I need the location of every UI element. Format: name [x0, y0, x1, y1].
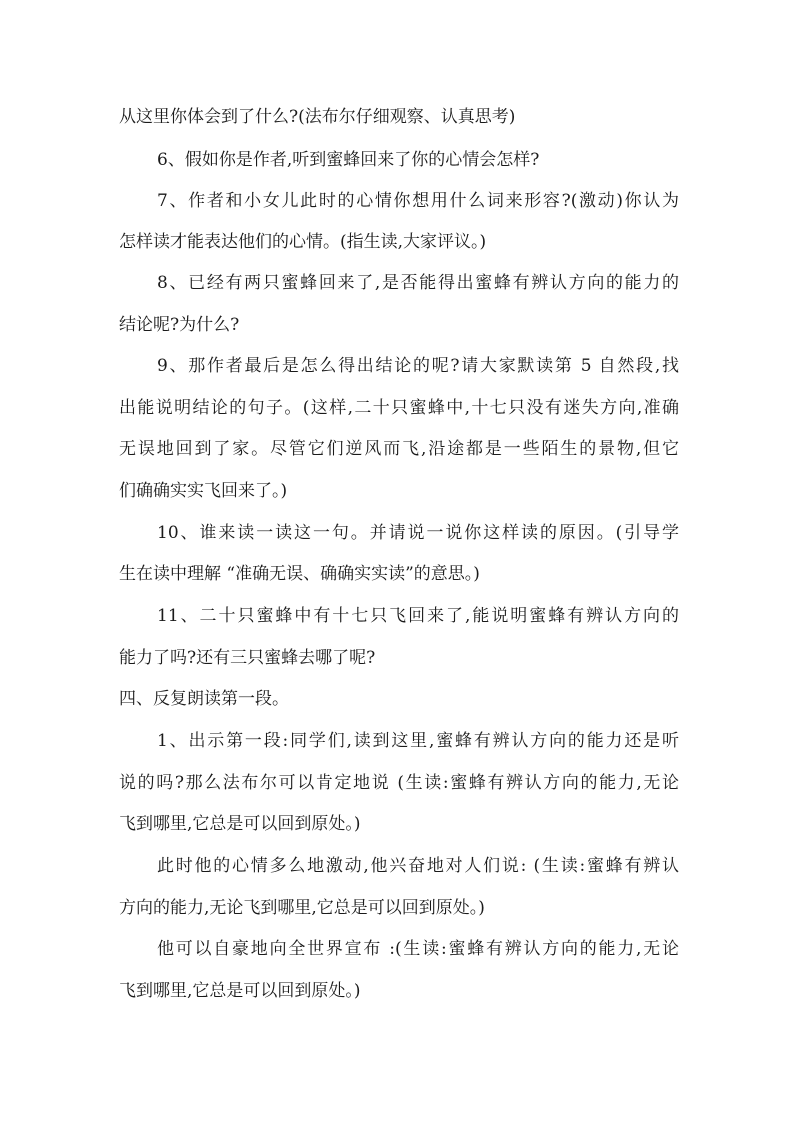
text-line: 7、作者和小女儿此时的心情你想用什么词来形容?(激动)你认为 [157, 191, 679, 211]
text-line: 他可以自豪地向全世界宣布 :(生读:蜜蜂有辨认方向的能力,无论 [157, 939, 679, 959]
text-line: 说的吗?那么法布尔可以肯定地说 (生读:蜜蜂有辨认方向的能力,无论 [119, 773, 679, 793]
text-line: 结论呢?为什么? [119, 315, 240, 335]
text-line: 生在读中理解 “准确无误、确确实实读”的意思。) [119, 564, 480, 584]
text-line: 方向的能力,无论飞到哪里,它总是可以回到原处。) [119, 898, 485, 918]
text-line: 怎样读才能表达他们的心情。(指生读,大家评议。) [119, 232, 487, 252]
text-line: 11、二十只蜜蜂中有十七只飞回来了,能说明蜜蜂有辨认方向的 [157, 606, 679, 626]
text-line: 无误地回到了家。尽管它们逆风而飞,沿途都是一些陌生的景物,但它 [119, 439, 679, 459]
text-line: 9、那作者最后是怎么得出结论的呢?请大家默读第 5 自然段,找 [157, 356, 679, 376]
text-line: 8、已经有两只蜜蜂回来了,是否能得出蜜蜂有辨认方向的能力的 [157, 273, 679, 293]
text-line: 6、假如你是作者,听到蜜蜂回来了你的心情会怎样? [157, 150, 540, 170]
text-line: 从这里你体会到了什么?(法布尔仔细观察、认真思考) [119, 107, 516, 127]
text-line: 飞到哪里,它总是可以回到原处。) [119, 814, 361, 834]
section-heading: 四、反复朗读第一段。 [119, 689, 289, 709]
text-line: 此时他的心情多么地激动,他兴奋地对人们说: (生读:蜜蜂有辨认 [157, 856, 679, 876]
text-line: 们确确实实飞回来了。) [119, 481, 288, 501]
text-line: 1、出示第一段:同学们,读到这里,蜜蜂有辨认方向的能力还是听 [157, 731, 679, 751]
text-line: 10、谁来读一读这一句。并请说一说你这样读的原因。(引导学 [157, 523, 679, 543]
text-line: 能力了吗?还有三只蜜蜂去哪了呢? [119, 648, 376, 668]
text-line: 出能说明结论的句子。(这样,二十只蜜蜂中,十七只没有迷失方向,准确 [119, 398, 679, 418]
text-line: 飞到哪里,它总是可以回到原处。) [119, 981, 361, 1001]
